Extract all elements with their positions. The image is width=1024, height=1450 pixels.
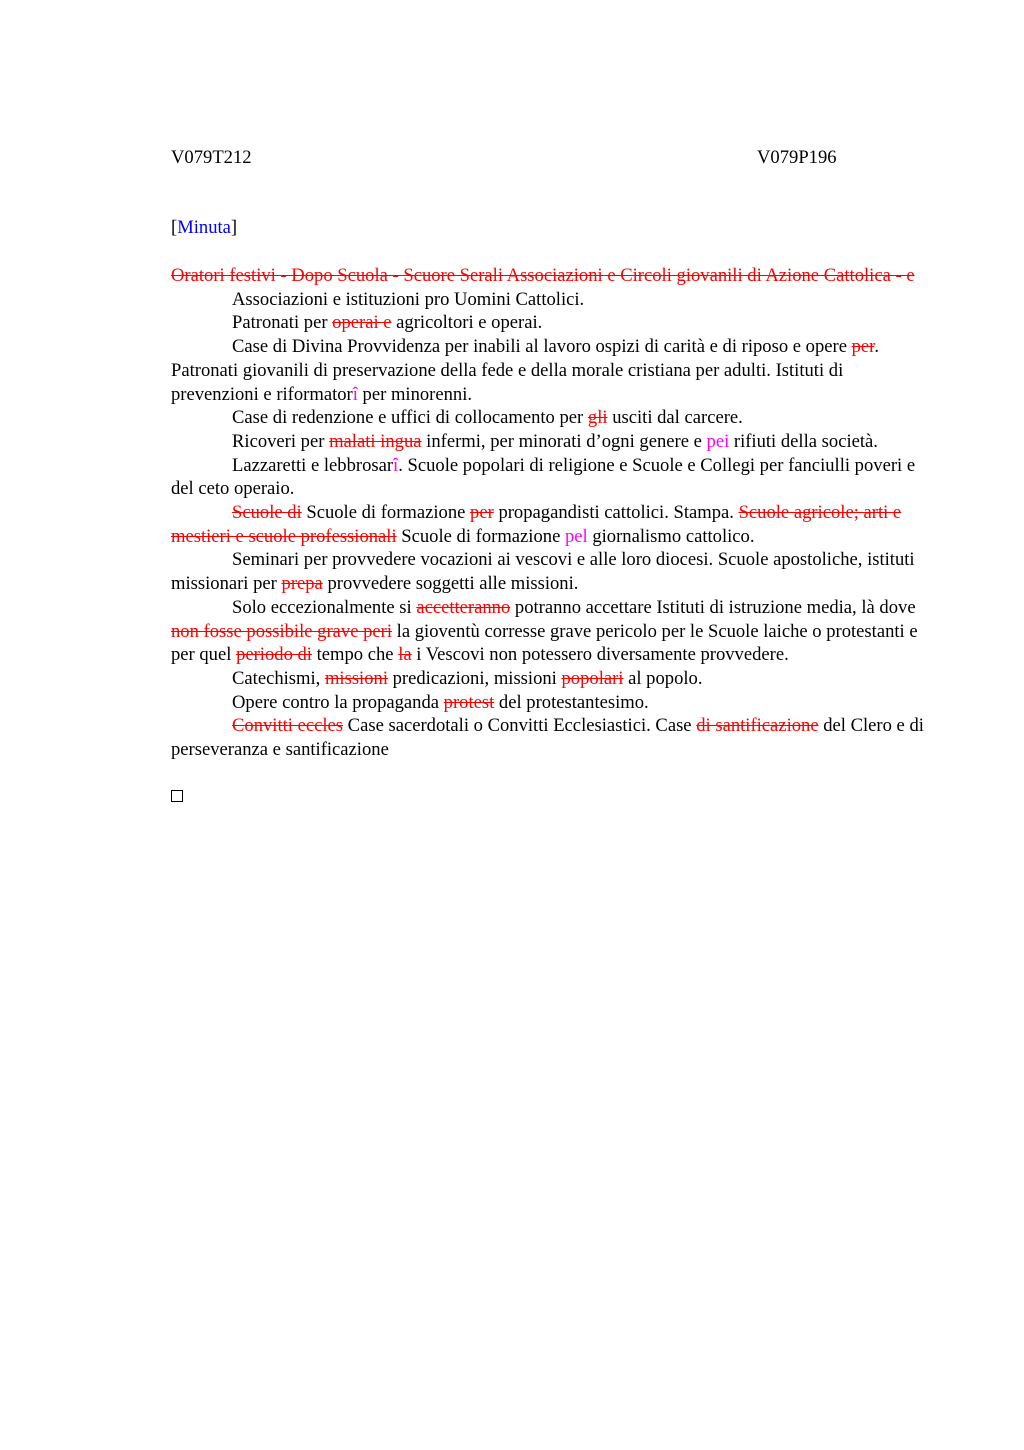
deleted-text: accetteranno [416,596,511,618]
paragraph [171,714,931,761]
deleted-text: popolari [561,667,624,689]
paragraph-text: Solo eccezionalmente si [232,596,417,618]
deleted-text: per [851,336,875,358]
deleted-text: protest [443,691,495,713]
deleted-text: gli [587,407,608,429]
document-header [171,144,931,172]
deleted-text: Scuole agricole; arti e mestieri e scuole professionali [171,502,902,547]
paragraph-text: Opere contro la propaganda [232,691,444,713]
deleted-text: periodo di [236,644,312,666]
paragraph-text: predicazioni, missioni [387,667,562,689]
paragraph [171,596,931,667]
paragraph-text: Seminari per provvedere vocazioni ai vescovi e alle loro diocesi. Scuole apostoliche, istituti missionari per [171,549,915,595]
deleted-text: la [398,644,412,666]
paragraph-text: agricoltori e operai. [391,312,543,334]
paragraph-text: Lazzaretti e lebbrosar [232,454,394,476]
inserted-text: pel [564,525,588,547]
paragraph-text: Scuole di formazione [301,502,471,524]
paragraph [171,667,931,691]
paragraph [171,406,931,430]
paragraph-text: Case sacerdotali o Convitti Ecclesiastici. Case [343,715,697,737]
paragraph-text: la gioventù corresse grave pericolo per le Scuole laiche o protestanti e per quel [171,620,918,666]
document-body [171,264,931,762]
checkbox-square-icon [171,790,183,802]
paragraph-text: del Clero e di perseveranza e santificazione [171,715,924,761]
paragraph-text: . Scuole popolari di religione e Scuole e Collegi per fanciulli poveri e del ceto operaio. [171,454,916,500]
deleted-text: missioni [324,667,388,689]
paragraph [171,335,931,406]
inserted-text: î [352,383,358,405]
paragraph-text: al popolo. [623,667,703,689]
paragraph-text: tempo che [311,644,399,666]
paragraph [171,548,931,595]
paragraph [171,430,931,454]
inserted-text: pei [706,430,730,452]
document-page [171,144,931,808]
deleted-text: di santificazione [696,715,819,737]
paragraph-text: propagandisti cattolici. Stampa. [493,502,739,524]
end-marker [171,762,931,809]
volume-text-reference: V079T212 [171,147,252,168]
paragraph [171,501,931,548]
paragraph-text: Associazioni e istituzioni pro Uomini Cattolici. [232,288,585,310]
paragraph-text: giornalismo cattolico. [587,525,755,547]
paragraph-text: Ricoveri per [232,430,330,452]
deleted-text: non fosse possibile grave peri [171,620,393,642]
paragraph-text: rifiuti della società. [729,430,878,452]
paragraph-text: i Vescovi non potessero diversamente provvedere. [411,644,789,666]
deleted-text: per [470,502,494,524]
paragraph-text: infermi, per minorati d’ogni genere e [421,430,707,452]
deleted-text: Scuole di [232,502,302,524]
paragraph-text: usciti dal carcere. [607,407,743,429]
paragraph [171,311,931,335]
label-close-bracket: ] [230,217,238,238]
document-label [171,216,931,240]
label-text: Minuta [177,217,231,238]
paragraph [171,288,931,312]
volume-page-reference: V079P196 [757,147,837,168]
deleted-text: Convitti eccles [232,715,344,737]
paragraph [171,454,931,501]
paragraph-text: Catechismi, [232,667,325,689]
paragraph-text: per minorenni. [357,383,473,405]
paragraph-text: potranno accettare Istituti di istruzione media, là dove [510,596,916,618]
paragraph-text: del protestantesimo. [494,691,649,713]
deleted-text: malati ingua [329,430,422,452]
paragraph [171,264,931,288]
deleted-text: Oratori festivi - Dopo Scuola - Scuore Serali Associazioni e Circoli giovanili di Azione Cattolica - e [171,265,915,286]
label-open-bracket: [ [171,217,178,238]
paragraph-text: . Patronati giovanili di preservazione della fede e della morale cristiana per adulti. Istituti di prevenzioni e riformator [171,336,879,405]
paragraph-text: Case di Divina Provvidenza per inabili al lavoro ospizi di carità e di riposo e opere [232,336,852,358]
deleted-text: operai e [332,312,392,334]
deleted-text: prepa [281,573,323,595]
inserted-text: î [393,454,399,476]
paragraph-text: provvedere soggetti alle missioni. [322,573,579,595]
paragraph-text: Case di redenzione e uffici di collocamento per [232,407,588,429]
paragraph [171,691,931,715]
paragraph-text: Patronati per [232,312,333,334]
paragraph-text: Scuole di formazione [396,525,565,547]
